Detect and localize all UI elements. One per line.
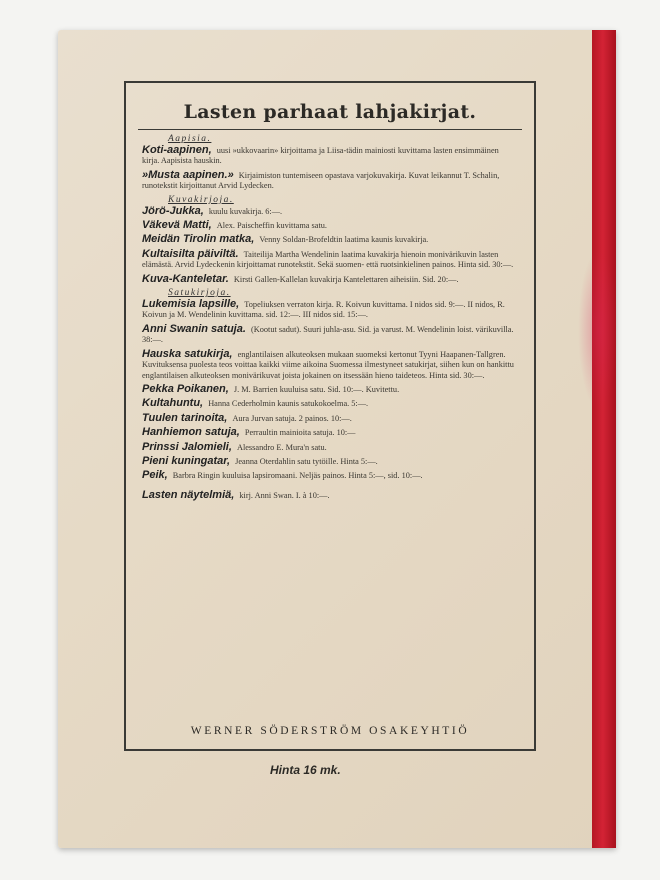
book-title: Pekka Poikanen, (142, 382, 229, 395)
cover-stain (578, 250, 618, 410)
book-description: englantilaisen alkuteoksen mukaan suomeksi kertonut Tyyni Haapanen-Tallgren. Kuvituksensa puolesta teos voittaa kaikki viime aikoina Suomessa ilmestyneet satukirjat, siihen kun on hankittu englantilaisen alkuteoksen monivärikuvat joista jokainen on itsessään hieno taideteos. Hinta sid. 30:—. (142, 349, 514, 380)
title-divider (138, 129, 522, 130)
book-title: Pieni kuningatar, (142, 454, 231, 467)
book-entry (142, 274, 518, 285)
book-description: Alex. Paischeffin kuvittama satu. (216, 221, 327, 231)
book-title: »Musta aapinen.» (142, 168, 234, 181)
book-description: Jeanna Oterdahlin satu tytöille. Hinta 5:—. (235, 456, 378, 466)
book-title: Kultaisilta päiviltä. (142, 247, 239, 260)
book-entry (142, 398, 518, 409)
book-description: Hanna Cederholmin kaunis satukokoelma. 5:—. (208, 399, 369, 409)
book-title: Jörö-Jukka, (142, 204, 204, 217)
book-title: Koti-aapinen, (142, 144, 212, 156)
book-description: kirj. Anni Swan. I. à 10:—. (239, 490, 330, 500)
book-entry (142, 349, 518, 381)
book-description: uusi »ukkovaarin» kirjoittama ja Liisa-tädin mainiosti kuvittama lasten ensimmäinen kirja. Aapisista hauskin. (142, 146, 499, 166)
book-entry (142, 413, 518, 424)
book-description: Topeliuksen verraton kirja. R. Koivun kuvittama. I nidos sid. 9:—. II nidos, R. Koivun ja M. Wendelinin kuvittama. sid. 12:—. III nidos sid. 15:—. (142, 300, 505, 320)
book-title: Prinssi Jalomieli, (142, 440, 232, 453)
book-entry (142, 170, 518, 192)
book-title: Väkevä Matti, (142, 219, 212, 232)
book-list (142, 134, 518, 482)
section-heading: Aapisia. (168, 134, 212, 144)
book-title: Meidän Tirolin matka, (142, 233, 255, 246)
page-title: Lasten parhaat lahjakirjat. (183, 101, 477, 123)
book-description: (Kootut sadut). Suuri juhla-asu. Sid. ja varust. M. Wendelinin loist. värikuvilla. 38:—. (142, 324, 514, 345)
red-spine (592, 30, 616, 848)
book-title: Lasten näytelmiä, (142, 488, 235, 501)
book-title: Anni Swanin satuja. (142, 322, 246, 335)
book-description: Perraultin mainioita satuja. 10:— (244, 428, 356, 438)
book-title: Kultahuntu, (142, 397, 204, 410)
book-entry (142, 145, 518, 167)
book-entry (142, 456, 518, 467)
book-description: Alessandro E. Mura'n satu. (236, 442, 327, 452)
book-description: Barbra Ringin kuuluisa lapsiromaani. Neljäs painos. Hinta 5:—, sid. 10:—. (172, 471, 423, 481)
advertisement-frame (124, 81, 536, 751)
price-label: Hinta 16 mk. (270, 763, 341, 777)
section-heading: Satukirjoja. (168, 288, 231, 299)
book-title: Kuva-Kanteletar. (142, 272, 229, 285)
book-title: Hanhiemon satuja, (142, 426, 240, 439)
section-heading: Kuvakirjoja. (168, 194, 234, 205)
book-description: Kirjaimiston tuntemiseen opastava varjokuvakirja. Kuvat leikannut T. Schalin, runotekstit kirjoittanut Arvid Lydecken. (142, 170, 500, 191)
book-entry (142, 206, 518, 217)
book-entry (142, 442, 518, 453)
book-entry (142, 384, 518, 395)
book-description: Kirsti Gallen-Kallelan kuvakirja Kantelettaren aiheisiin. Sid. 20:—. (233, 274, 459, 284)
book-title: Peik, (142, 469, 168, 482)
book-description: Taiteilija Martha Wendelinin laatima kuvakirja hienoin monivärikuvin lasten elämästä. Arvid Lydeckenin kirjoittamat runotekstit. Sekä suomen- että ruotsinkielinen painos. Hinta sid. 30:—. (142, 249, 514, 270)
book-description: J. M. Barrien kuuluisa satu. Sid. 10:—. Kuvitettu. (233, 384, 400, 394)
book-description: Venny Soldan-Brofeldtin laatima kaunis kuvakirja. (259, 235, 429, 245)
book-entry (142, 249, 518, 271)
book-title: Hauska satukirja, (142, 347, 233, 360)
book-entry (142, 324, 518, 346)
book-title: Lukemisia lapsille, (142, 298, 240, 311)
book-description: kuulu kuvakirja. 6:—. (208, 206, 283, 216)
publisher-name: WERNER SÖDERSTRÖM OSAKEYHTIÖ (190, 725, 470, 737)
book-entry (142, 299, 518, 321)
book-entry (142, 470, 518, 481)
book-entry (142, 234, 518, 245)
book-title: Tuulen tarinoita, (142, 411, 228, 424)
book-entry (142, 220, 518, 231)
book-description: Aura Jurvan satuja. 2 painos. 10:—. (232, 413, 352, 423)
book-entry-last (142, 490, 518, 501)
book-entry (142, 427, 518, 438)
